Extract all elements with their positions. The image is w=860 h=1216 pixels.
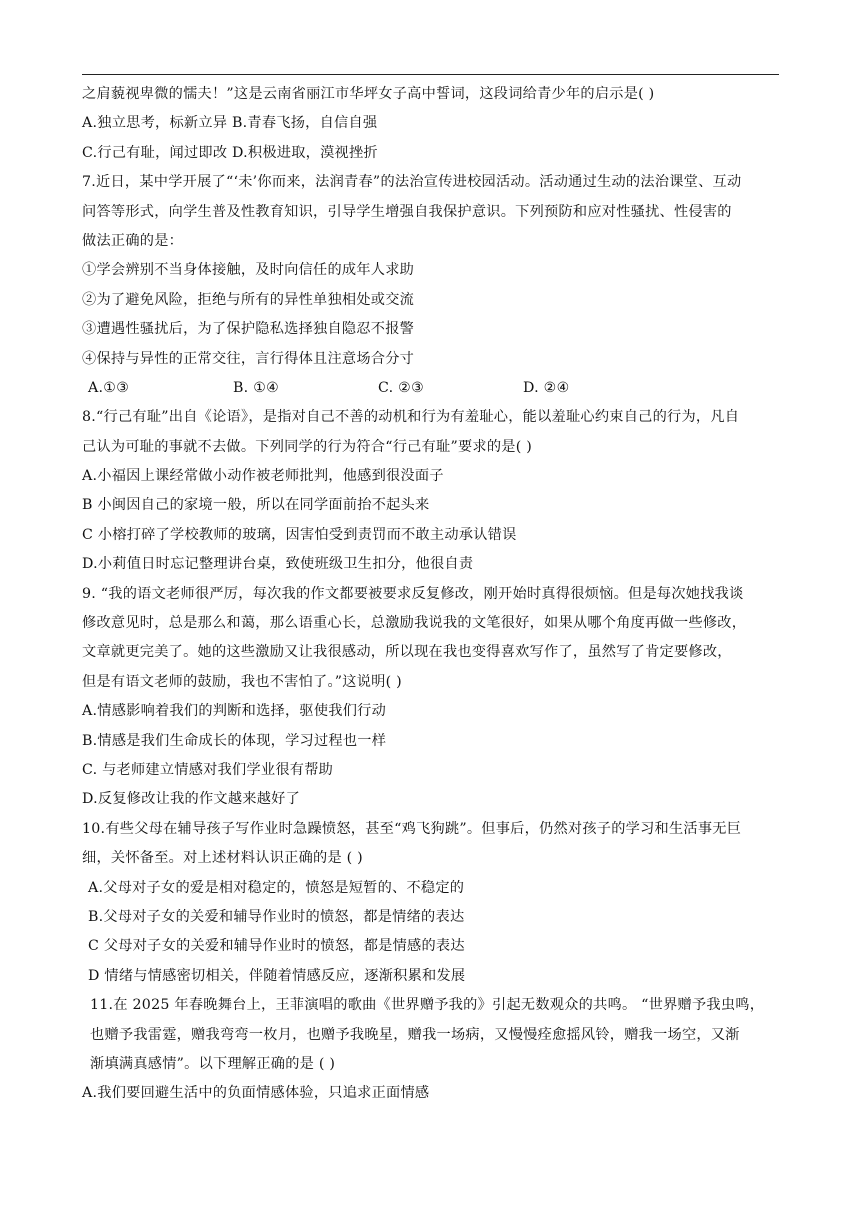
q8-option-b: B 小闽因自己的家境一般，所以在同学面前抬不起头来 bbox=[82, 497, 430, 514]
q7-stem-line-3: 做法正确的是： bbox=[82, 232, 184, 249]
q9-stem-line-4: 但是有语文老师的鼓励，我也不害怕了。”这说明( ) bbox=[82, 673, 402, 690]
q7-choice-b: B. ①④ bbox=[233, 379, 280, 396]
q9-option-a: A.情感影响着我们的判断和选择，驱使我们行动 bbox=[82, 703, 387, 720]
q7-statement-3: ③遭遇性骚扰后，为了保护隐私选择独自隐忍不报警 bbox=[82, 321, 415, 338]
q10-option-a: A.父母对子女的爱是相对稳定的，愤怒是短暂的、不稳定的 bbox=[88, 879, 465, 896]
q9-stem-line-2: 修改意见时，总是那么和蔼，那么语重心长，总激励我说我的文笔很好，如果从哪个角度再做一些修改， bbox=[82, 615, 747, 632]
q10-stem-line-2: 细，关怀备至。对上述材料认识正确的是 ( ) bbox=[82, 850, 363, 867]
q8-stem-line-2: 己认为可耻的事就不去做。下列同学的行为符合“行己有耻”要求的是( ) bbox=[82, 438, 533, 455]
q11-stem-line-3: 渐填满真感情”。以下理解正确的是 ( ) bbox=[90, 1055, 336, 1072]
q8-option-d: D.小莉值日时忘记整理讲台桌，致使班级卫生扣分，他很自责 bbox=[82, 556, 474, 573]
q9-option-d: D.反复修改让我的作文越来越好了 bbox=[82, 791, 301, 808]
exam-page bbox=[82, 80, 782, 1109]
q7-choice-c: C. ②③ bbox=[378, 379, 425, 396]
q7-choice-d: D. ②④ bbox=[523, 379, 570, 396]
q8-stem-line-1: 8.“行己有耻”出自《论语》，是指对自己不善的动机和行为有羞耻心，能以羞耻心约束自己的行为，凡自 bbox=[82, 409, 740, 426]
q10-option-c: C 父母对子女的关爱和辅导作业时的愤怒，都是情感的表达 bbox=[88, 938, 465, 955]
q9-stem-line-1: 9. “我的语文老师很严厉，每次我的作文都要被要求反复修改，刚开始时真得很烦恼。但是每次她找我谈 bbox=[82, 585, 744, 602]
header-rule bbox=[82, 74, 779, 75]
q7-statement-1: ①学会辨别不当身体接触，及时向信任的成年人求助 bbox=[82, 262, 415, 279]
q9-option-b: B.情感是我们生命成长的体现，学习过程也一样 bbox=[82, 732, 387, 749]
q7-stem-line-1: 7.近日，某中学开展了“‘未’你而来，法润青春”的法治宣传进校园活动。活动通过生动的法治课堂、互动 bbox=[82, 174, 742, 191]
q10-stem-line-1: 10.有些父母在辅导孩子写作业时急躁愤怒，甚至“鸡飞狗跳”。但事后，仍然对孩子的学习和生活事无巨 bbox=[82, 820, 742, 837]
q7-statement-4: ④保持与异性的正常交往，言行得体且注意场合分寸 bbox=[82, 350, 415, 367]
q10-option-d: D 情绪与情感密切相关，伴随着情感反应，逐渐积累和发展 bbox=[88, 967, 466, 984]
q7-statement-2: ②为了避免风险，拒绝与所有的异性单独相处或交流 bbox=[82, 291, 415, 308]
q7-choices bbox=[82, 374, 782, 403]
q8-option-a: A.小福因上课经常做小动作被老师批判，他感到很没面子 bbox=[82, 468, 444, 485]
q11-option-a: A.我们要回避生活中的负面情感体验，只追求正面情感 bbox=[82, 1085, 430, 1102]
q6-option-ab: A.独立思考，标新立异 B.青春飞扬，自信自强 bbox=[82, 115, 378, 132]
q7-stem-line-2: 问答等形式，向学生普及性教育知识，引导学生增强自我保护意识。下列预防和应对性骚扰、性侵害的 bbox=[82, 203, 732, 220]
q7-choice-a: A.①③ bbox=[88, 379, 130, 396]
q6-option-cd: C.行己有耻，闻过即改 D.积极进取，漠视挫折 bbox=[82, 144, 378, 161]
q11-stem-line-1: 11.在 2025 年春晚舞台上，王菲演唱的歌曲《世界赠予我的》引起无数观众的共鸣。 “世界赠予我虫鸣， bbox=[90, 997, 765, 1014]
q9-stem-line-3: 文章就更完美了。她的这些激励又让我很感动，所以现在我也变得喜欢写作了，虽然写了肯定要修改， bbox=[82, 644, 732, 661]
q8-option-c: C 小榕打碎了学校教师的玻璃，因害怕受到责罚而不敢主动承认错误 bbox=[82, 526, 517, 543]
q10-option-b: B.父母对子女的关爱和辅导作业时的愤怒，都是情绪的表达 bbox=[88, 908, 465, 925]
q6-stem-tail: 之肩藐视卑微的懦夫！”这是云南省丽江市华坪女子高中誓词，这段词给青少年的启示是( ) bbox=[82, 86, 655, 102]
q11-stem-line-2: 也赠予我雷霆，赠我弯弯一枚月，也赠予我晚星，赠我一场病，又慢慢痊愈摇风铃，赠我一场空，又渐 bbox=[90, 1026, 740, 1043]
q9-option-c: C. 与老师建立情感对我们学业很有帮助 bbox=[82, 761, 334, 778]
